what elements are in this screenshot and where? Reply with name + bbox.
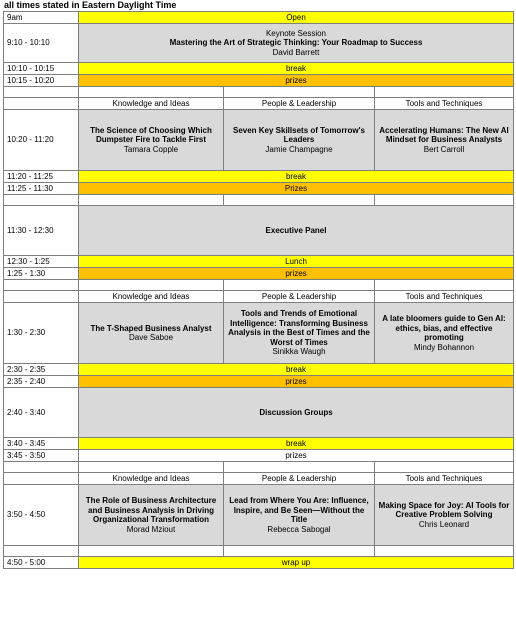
track-header: Tools and Techniques xyxy=(375,98,514,110)
blank-cell xyxy=(224,280,375,291)
speaker-name: Rebecca Sabogal xyxy=(267,524,331,534)
session-cell xyxy=(79,485,224,546)
blank-cell xyxy=(375,195,514,206)
track-header: Tools and Techniques xyxy=(375,473,514,485)
time-slot: 11:30 - 12:30 xyxy=(4,206,79,256)
schedule-row-span xyxy=(4,256,514,268)
event-cell: prizes xyxy=(79,268,514,280)
blank-cell xyxy=(375,87,514,98)
session-title: Lead from Where You Are: Influence, Inspire, and Be Seen—Without the Title xyxy=(229,496,369,524)
blank-cell xyxy=(79,87,224,98)
blank-cell xyxy=(79,280,224,291)
track-header: People & Leadership xyxy=(224,98,375,110)
schedule-row-blank xyxy=(4,195,514,206)
track-header: Knowledge and Ideas xyxy=(79,473,224,485)
schedule-row-span xyxy=(4,12,514,24)
schedule-row-tracks xyxy=(4,303,514,364)
blank-cell xyxy=(224,546,375,557)
schedule-table xyxy=(3,11,514,569)
blank-cell xyxy=(224,462,375,473)
schedule-row-span xyxy=(4,450,514,462)
track-header: Knowledge and Ideas xyxy=(79,98,224,110)
time-slot: 11:25 - 11:30 xyxy=(4,183,79,195)
event-cell: break xyxy=(79,438,514,450)
track-header: People & Leadership xyxy=(224,291,375,303)
speaker-name: Jamie Champagne xyxy=(265,144,333,154)
blank-cell xyxy=(375,280,514,291)
schedule-row-span xyxy=(4,557,514,569)
blank-cell xyxy=(4,473,79,485)
session-cell xyxy=(79,303,224,364)
schedule-body xyxy=(4,12,514,569)
schedule-row-span xyxy=(4,206,514,256)
schedule-row-header xyxy=(4,291,514,303)
time-slot: 2:30 - 2:35 xyxy=(4,364,79,376)
blank-cell xyxy=(4,195,79,206)
schedule-row-header xyxy=(4,473,514,485)
schedule-row-blank xyxy=(4,462,514,473)
session-title: Seven Key Skillsets of Tomorrow's Leaders xyxy=(232,125,366,145)
time-slot: 10:20 - 11:20 xyxy=(4,110,79,171)
blank-cell xyxy=(79,462,224,473)
blank-cell xyxy=(4,98,79,110)
event-cell: prizes xyxy=(79,450,514,462)
blank-cell xyxy=(375,462,514,473)
speaker-name: David Barrett xyxy=(272,47,320,57)
event-cell: wrap up xyxy=(79,557,514,569)
schedule-row-span xyxy=(4,63,514,75)
keynote-label: Keynote Session xyxy=(265,28,327,38)
session-title: Tools and Trends of Emotional Intelligence: Transforming Business Analysis in the Best of Times and the Worst of Times xyxy=(228,309,370,347)
blank-cell xyxy=(79,546,224,557)
schedule-row-span xyxy=(4,438,514,450)
event-cell: break xyxy=(79,171,514,183)
time-slot: 1:30 - 2:30 xyxy=(4,303,79,364)
session-title: Accelerating Humans: The New AI Mindset for Business Analysts xyxy=(379,125,509,145)
schedule-row-span xyxy=(4,376,514,388)
event-cell: break xyxy=(79,364,514,376)
event-cell: prizes xyxy=(79,75,514,87)
event-cell: break xyxy=(79,63,514,75)
speaker-name: Dave Saboe xyxy=(128,333,174,342)
time-slot: 10:10 - 10:15 xyxy=(4,63,79,75)
session-cell xyxy=(224,485,375,546)
blank-cell xyxy=(79,195,224,206)
time-slot: 3:40 - 3:45 xyxy=(4,438,79,450)
time-slot: 12:30 - 1:25 xyxy=(4,256,79,268)
session-cell xyxy=(375,485,514,546)
track-header: Knowledge and Ideas xyxy=(79,291,224,303)
schedule-row-keynote xyxy=(4,24,514,63)
event-cell: Lunch xyxy=(79,256,514,268)
time-slot: 4:50 - 5:00 xyxy=(4,557,79,569)
schedule-row-tracks xyxy=(4,485,514,546)
blank-cell xyxy=(4,462,79,473)
speaker-name: Chris Leonard xyxy=(418,519,470,529)
session-cell xyxy=(375,110,514,171)
speaker-name: Mindy Bohannon xyxy=(413,342,475,352)
time-slot: 2:40 - 3:40 xyxy=(4,388,79,438)
speaker-name: Sinikka Waugh xyxy=(272,347,326,357)
time-slot: 3:45 - 3:50 xyxy=(4,450,79,462)
session-title: A late bloomers guide to Gen AI: ethics, bias, and effective promoting xyxy=(382,314,506,342)
session-cell xyxy=(224,303,375,364)
event-cell: Discussion Groups xyxy=(79,388,514,438)
blank-cell xyxy=(224,87,375,98)
session-title: Mastering the Art of Strategic Thinking: Your Roadmap to Success xyxy=(169,38,423,48)
schedule-row-span xyxy=(4,364,514,376)
schedule-row-header xyxy=(4,98,514,110)
session-cell xyxy=(79,110,224,171)
schedule-row-span xyxy=(4,75,514,87)
time-slot: 9:10 - 10:10 xyxy=(4,24,79,63)
time-slot: 9am xyxy=(4,12,79,24)
blank-cell xyxy=(375,546,514,557)
session-cell xyxy=(375,303,514,364)
time-slot: 3:50 - 4:50 xyxy=(4,485,79,546)
speaker-name: Tamara Copple xyxy=(123,144,179,154)
schedule-row-span xyxy=(4,183,514,195)
schedule-row-span xyxy=(4,388,514,438)
schedule-row-span xyxy=(4,268,514,280)
time-slot: 11:20 - 11:25 xyxy=(4,171,79,183)
schedule-row-span xyxy=(4,171,514,183)
speaker-name: Bert Carroll xyxy=(423,144,465,154)
time-slot: 1:25 - 1:30 xyxy=(4,268,79,280)
schedule-row-blank xyxy=(4,87,514,98)
time-slot: 10:15 - 10:20 xyxy=(4,75,79,87)
timezone-note: all times stated in Eastern Daylight Time xyxy=(4,0,177,10)
blank-cell xyxy=(4,546,79,557)
blank-cell xyxy=(4,291,79,303)
schedule-row-tracks xyxy=(4,110,514,171)
event-cell: Executive Panel xyxy=(79,206,514,256)
time-slot: 2:35 - 2:40 xyxy=(4,376,79,388)
track-header: Tools and Techniques xyxy=(375,291,514,303)
keynote-cell xyxy=(79,24,514,63)
blank-cell xyxy=(224,195,375,206)
event-cell: Open xyxy=(79,12,514,24)
event-cell: prizes xyxy=(79,376,514,388)
schedule-row-blank xyxy=(4,280,514,291)
event-cell: Prizes xyxy=(79,183,514,195)
blank-cell xyxy=(4,280,79,291)
blank-cell xyxy=(4,87,79,98)
session-title: The Science of Choosing Which Dumpster Fire to Tackle First xyxy=(90,125,212,145)
session-title: The T-Shaped Business Analyst xyxy=(90,323,212,333)
session-title: Making Space for Joy: AI Tools for Creative Problem Solving xyxy=(378,500,510,520)
schedule-row-blank xyxy=(4,546,514,557)
session-title: The Role of Business Architecture and Business Analysis in Driving Organizational Transformation xyxy=(85,496,217,524)
track-header: People & Leadership xyxy=(224,473,375,485)
session-cell xyxy=(224,110,375,171)
speaker-name: Morad Mziout xyxy=(126,524,176,534)
